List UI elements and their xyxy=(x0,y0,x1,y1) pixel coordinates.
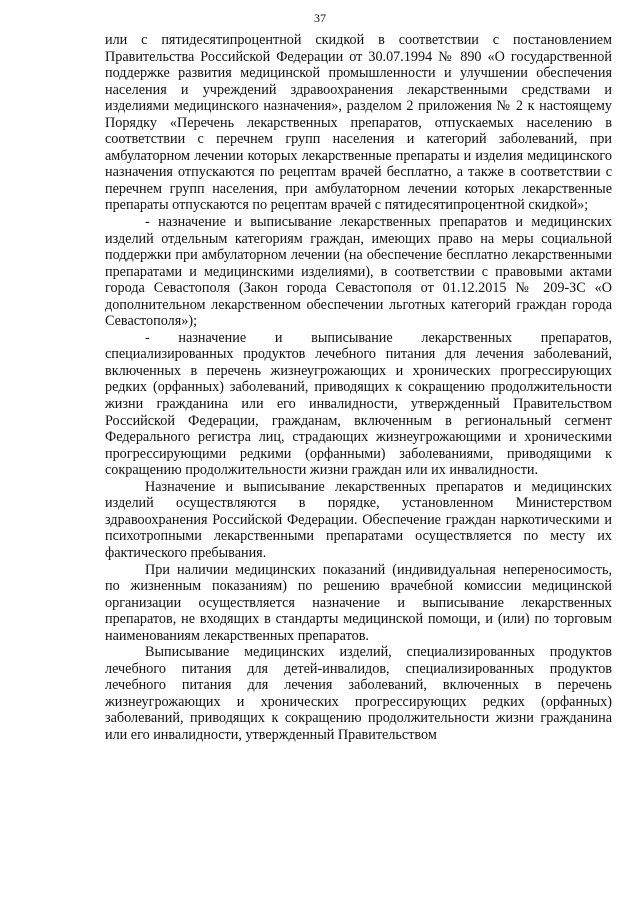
paragraph-medical-indications: При наличии медицинских показаний (индивидуальная непереносимость, по жизненным показаниям) по решению врачебной комиссии медицинской организации осуществляется назначение и выписывание лекарственных препаратов, не входящих в стандарты медицинской помощи, и (или) по торговым наименованиям лекарственных препаратов. xyxy=(105,561,612,644)
paragraph-medical-devices: Выписывание медицинских изделий, специализированных продуктов лечебного питания для детей-инвалидов, специализированных продуктов лечебного питания для лечения заболеваний, включенных в перечень жизнеугрожающих и хронических прогрессирующих редких (орфанных) заболеваний, приводящих к сокращению продолжительности жизни гражданина или его инвалидности, утвержденный Правительством xyxy=(105,644,612,743)
paragraph-continuation: или с пятидесятипроцентной скидкой в соответствии с постановлением Правительства Российской Федерации от 30.07.1994 № 890 «О государственной поддержке развития медицинской промышленности и улучшении обеспечения населения и учреждений здравоохранения лекарственными средствами и изделиями медицинского назначения», разделом 2 приложения № 2 к настоящему Порядку «Перечень лекарственных препаратов, отпускаемых населению в соответствии с перечнем групп населения и категорий заболеваний, при амбулаторном лечении которых лекарственные препараты и изделия медицинского назначения отпускаются по рецептам врачей бесплатно, а также в соответствии с перечнем групп населения, при амбулаторном лечении которых лекарственные препараты отпускаются по рецептам врачей с пятидесятипроцентной скидкой»; xyxy=(105,32,612,214)
page-number: 37 xyxy=(314,11,326,25)
paragraph-list-item-orphan-diseases: - назначение и выписывание лекарственных препаратов, специализированных продуктов лечебного питания для лечения заболеваний, включенных в перечень жизнеугрожающих и хронических прогрессирующих редких (орфанных) заболеваний, приводящих к сокращению продолжительности жизни гражданина или его инвалидности, утвержденный Правительством Российской Федерации, гражданам, включенным в региональный сегмент Федерального регистра лиц, страдающих жизнеугрожающими и хроническими прогрессирующими редкими (орфанными) заболеваниями, приводящими к сокращению продолжительности жизни граждан или их инвалидности. xyxy=(105,329,612,479)
paragraph-prescription-procedure: Назначение и выписывание лекарственных препаратов и медицинских изделий осуществляются в порядке, установленном Министерством здравоохранения Российской Федерации. Обеспечение граждан наркотическими и психотропными лекарственными препаратами осуществляется по месту их фактического пребывания. xyxy=(105,478,612,561)
paragraph-list-item-social-support: - назначение и выписывание лекарственных препаратов и медицинских изделий отдельным категориям граждан, имеющих право на меры социальной поддержки при амбулаторном лечении (на обеспечение бесплатно лекарственными препаратами и медицинскими изделиями), в соответствии с правовыми актами города Севастополя (Закон города Севастополя от 01.12.2015 № 209-ЗС «О дополнительном лекарственном обеспечении льготных категорий граждан города Севастополя»); xyxy=(105,214,612,330)
document-body xyxy=(105,32,612,744)
